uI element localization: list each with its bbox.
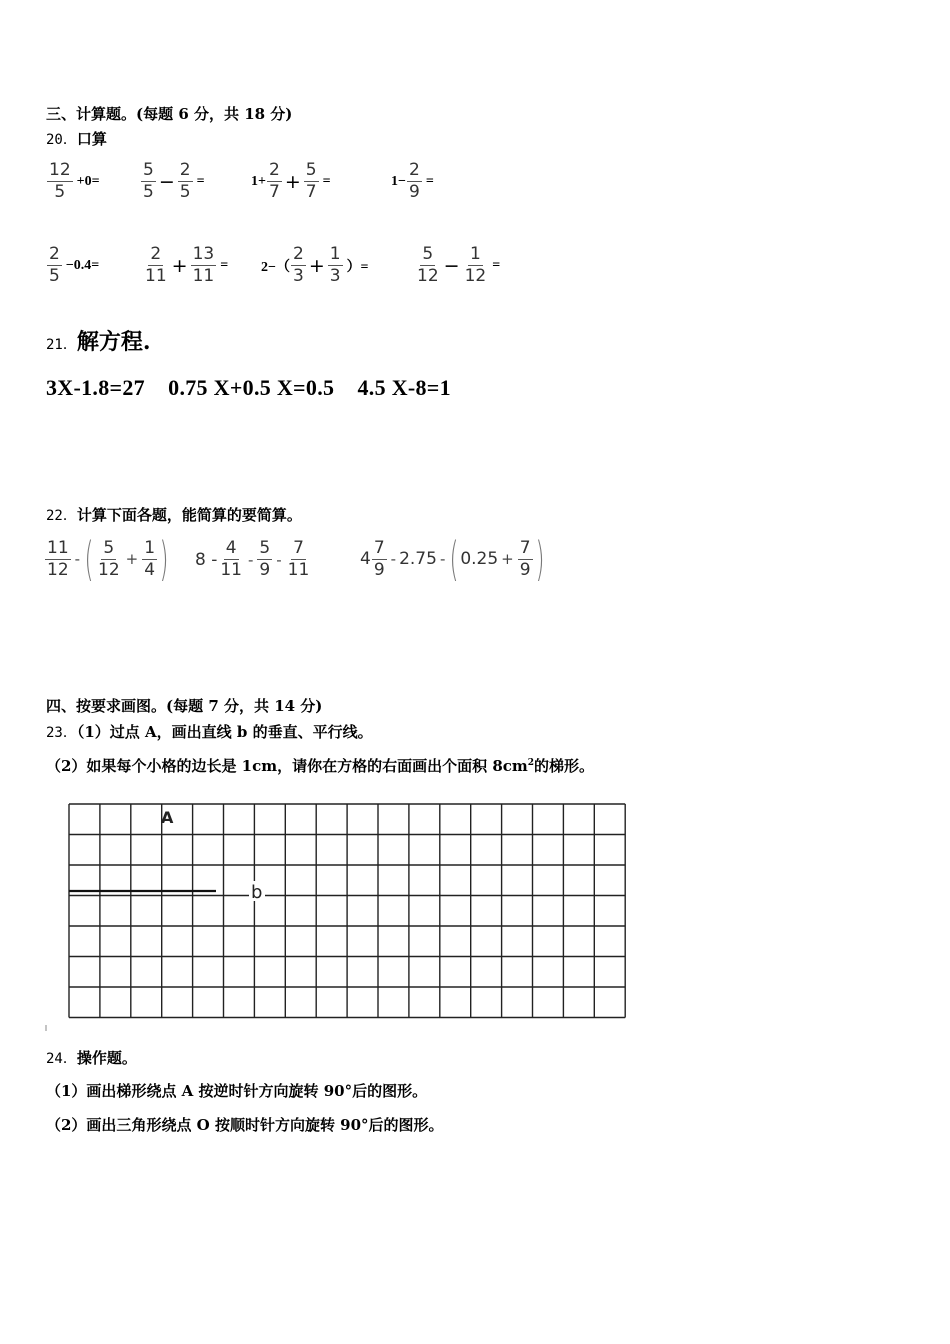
q20-r1-item4: 1− $\frac{2}{9}$ = [391,160,434,202]
q23-header [46,721,373,742]
q20-r1-item2: $\frac{5}{5}$ − $\frac{2}{5}$ = [140,160,205,203]
q22-expr2: 8 - $\frac{4}{11}$ - $\frac{5}{9}$ - $\frac{7}{11}$ [195,538,312,581]
fraction: $\frac{5}{12}$ [98,537,120,580]
fraction: $\frac{5}{7}$ [305,160,317,202]
section3-title: 三、计算题。(每题 6 分，共 18 分) [46,105,293,123]
right-paren: ) [159,532,169,586]
q20-r1-item1: $\frac{12}{5}$ +0= [46,160,100,203]
q20-number: 20． [46,132,77,148]
q20-r1-item3: 1+ $\frac{2}{7}$ + $\frac{5}{7}$ = [251,160,331,202]
q22-number: 22． [46,508,77,524]
q21-label: 解方程. [76,329,151,355]
left-paren: ( [84,532,94,586]
q22-label: 计算下面各题，能简算的要简算。 [76,506,302,524]
line-b-label: b [251,882,263,903]
fraction: $\frac{5}{12}$ [417,244,439,286]
q22-header [46,504,302,525]
point-a-label: A [161,808,174,827]
q21-equations: 3X-1.8=27 0.75 X+0.5 X=0.5 4.5 X-8=1 [46,375,451,400]
fraction: $\frac{1}{12}$ [464,244,487,286]
fraction: $\frac{7}{9}$ [519,537,531,580]
fraction: $\frac{2}{11}$ [145,244,167,286]
q24-label: 操作题。 [76,1049,137,1067]
fraction: $\frac{2}{7}$ [268,160,280,202]
grid-lines [69,804,625,1018]
q24-header [46,1047,137,1068]
q23-part1: （1）过点 A，画出直线 b 的垂直、平行线。 [76,723,373,741]
q24-part1: （1）画出梯形绕点 A 按逆时针方向旋转 90°后的图形。 [46,1082,428,1100]
grid-figure [44,795,636,1035]
q20-r2-item2: $\frac{2}{11}$ + $\frac{13}{11}$ = [142,244,228,287]
fraction: $\frac{1}{4}$ [144,537,156,580]
fraction: $\frac{12}{5}$ [49,160,71,202]
q23-number: 23． [46,725,77,741]
q22-expr3: 4 $\frac{7}{9}$ - 2.75 - ( 0.25 + $\frac{7}{9}$ ) [360,532,545,586]
fraction: $\frac{4}{11}$ [220,538,242,580]
q20-r2-item3: 2−（ $\frac{2}{3}$ + $\frac{1}{3}$ ）= [261,244,369,286]
fraction: $\frac{5}{5}$ [143,160,154,202]
section4-title: 四、按要求画图。(每题 7 分，共 14 分) [46,697,323,715]
q20-label: 口算 [76,130,107,148]
q20-r2-item4: $\frac{5}{12}$ − $\frac{1}{12}$ = [414,244,500,287]
q21-number: 21． [46,337,77,353]
fraction: $\frac{2}{5}$ [179,160,191,202]
fraction: $\frac{7}{9}$ [373,537,385,580]
q23-part2: （2）如果每个小格的边长是 1cm，请你在方格的右面画出个面积 $8cm^2$的梯形。 [46,757,595,775]
fraction: $\frac{2}{3}$ [292,244,304,286]
q24-number: 24． [46,1051,77,1067]
left-paren: ( [449,532,459,586]
fraction: $\frac{13}{11}$ [192,244,215,286]
fraction: $\frac{11}{12}$ [47,537,69,580]
q21-header [46,325,151,356]
q20-header [46,128,107,149]
fraction: $\frac{7}{11}$ [287,538,310,580]
fraction: $\frac{2}{9}$ [408,160,420,202]
right-paren: ) [535,532,545,586]
fraction: $\frac{5}{9}$ [259,538,271,580]
fraction: $\frac{2}{5}$ [49,244,60,286]
q24-part2: （2）画出三角形绕点 O 按顺时针方向旋转 90°后的图形。 [46,1116,444,1134]
fraction: $\frac{1}{3}$ [329,244,341,286]
q22-expr1: $\frac{11}{12}$ - ( $\frac{5}{12}$ + $\frac{1}{4}$ ) [44,536,170,582]
q20-r2-item1: $\frac{2}{5}$ −0.4= [46,244,99,287]
